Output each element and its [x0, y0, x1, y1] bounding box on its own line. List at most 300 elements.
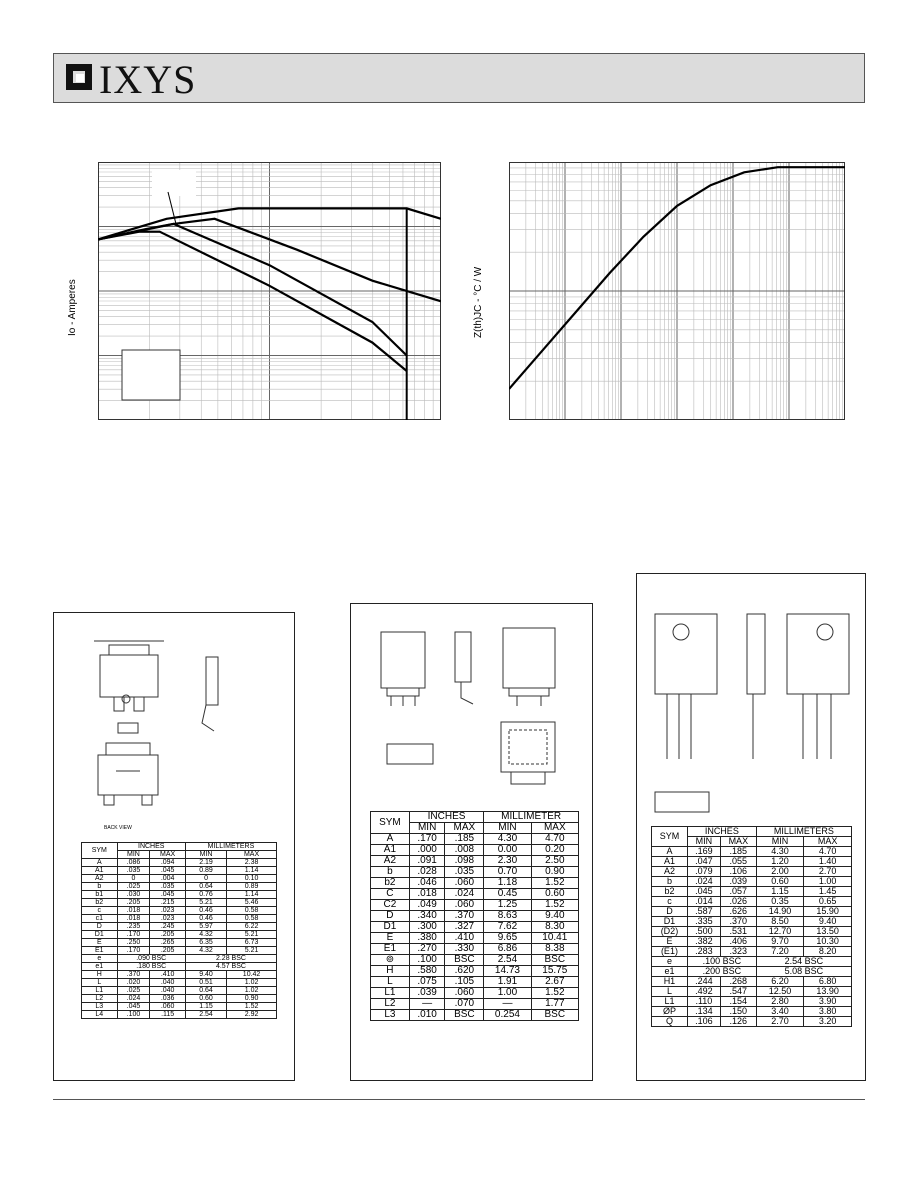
- table-cell: H: [371, 966, 410, 977]
- legend-box: [122, 350, 180, 400]
- table-cell: .492: [687, 987, 720, 997]
- table-cell: 6.20: [756, 977, 804, 987]
- table-row: [371, 966, 579, 977]
- table-cell: .268: [720, 977, 756, 987]
- table-cell: .500: [687, 927, 720, 937]
- table-cell: .100 BSC: [687, 957, 756, 967]
- table-cell: C: [371, 889, 410, 900]
- table-cell: 1.77: [531, 999, 578, 1010]
- inches-header: INCHES: [687, 827, 756, 837]
- table-row: [371, 944, 579, 955]
- table-cell: 2.70: [804, 867, 852, 877]
- subheader: MIN: [185, 851, 226, 859]
- table-cell: .170: [117, 931, 150, 939]
- table-cell: L3: [82, 1003, 118, 1011]
- footer-rule: [53, 1099, 865, 1100]
- table-cell: 1.40: [804, 857, 852, 867]
- current-derating-chart: [98, 162, 441, 420]
- table-cell: .380: [409, 933, 445, 944]
- table-cell: A1: [652, 857, 688, 867]
- table-cell: .106: [720, 867, 756, 877]
- table-cell: 2.80: [756, 997, 804, 1007]
- table-cell: A2: [652, 867, 688, 877]
- table-cell: .023: [150, 915, 186, 923]
- table-row: [82, 1011, 277, 1019]
- table-cell: L2: [82, 995, 118, 1003]
- table-cell: .406: [720, 937, 756, 947]
- table-cell: .020: [117, 979, 150, 987]
- table-cell: 0.51: [185, 979, 226, 987]
- table-cell: .382: [687, 937, 720, 947]
- table-row: [82, 883, 277, 891]
- table-cell: .235: [117, 923, 150, 931]
- table-cell: .090 BSC: [117, 955, 185, 963]
- table-row: [652, 957, 852, 967]
- table-cell: .410: [150, 971, 186, 979]
- table-row: [652, 947, 852, 957]
- table-cell: 0.46: [185, 915, 226, 923]
- table-cell: .057: [720, 887, 756, 897]
- table-row: [652, 857, 852, 867]
- table-cell: ⊚: [371, 955, 410, 966]
- package-b-drawing: [351, 604, 591, 804]
- table-cell: 6.35: [185, 939, 226, 947]
- logo-text: IXYS: [99, 57, 197, 102]
- table-cell: 7.20: [756, 947, 804, 957]
- table-cell: .531: [720, 927, 756, 937]
- table-cell: H1: [652, 977, 688, 987]
- table-cell: e: [82, 955, 118, 963]
- table-cell: .620: [445, 966, 484, 977]
- table-cell: 2.38: [227, 859, 277, 867]
- table-cell: 1.00: [484, 988, 531, 999]
- table-cell: .330: [445, 944, 484, 955]
- table-cell: D: [652, 907, 688, 917]
- table-cell: .024: [445, 889, 484, 900]
- table-cell: 8.63: [484, 911, 531, 922]
- table-cell: A1: [82, 867, 118, 875]
- table-cell: 0.00: [484, 845, 531, 856]
- table-cell: .070: [445, 999, 484, 1010]
- table-cell: .026: [720, 897, 756, 907]
- table-cell: 4.70: [531, 834, 578, 845]
- table-cell: 3.20: [804, 1017, 852, 1027]
- table-row: [82, 1003, 277, 1011]
- table-row: [371, 856, 579, 867]
- subheader: MAX: [804, 837, 852, 847]
- table-cell: 4.57 BSC: [185, 963, 276, 971]
- table-cell: 4.32: [185, 947, 226, 955]
- table-row: [82, 963, 277, 971]
- table-cell: 0.89: [185, 867, 226, 875]
- table-cell: 6.86: [484, 944, 531, 955]
- table-row: [82, 867, 277, 875]
- table-cell: .023: [150, 907, 186, 915]
- table-cell: A: [371, 834, 410, 845]
- table-cell: .106: [687, 1017, 720, 1027]
- table-cell: .270: [409, 944, 445, 955]
- mm-header: MILLIMETER: [484, 812, 579, 823]
- table-row: [82, 907, 277, 915]
- sym-header: SYM: [371, 812, 410, 834]
- inches-header: INCHES: [117, 843, 185, 851]
- table-cell: 0.89: [227, 883, 277, 891]
- table-cell: Q: [652, 1017, 688, 1027]
- back-view-label: BACK VIEW: [104, 825, 132, 831]
- table-cell: .134: [687, 1007, 720, 1017]
- table-cell: 1.52: [531, 878, 578, 889]
- table-row: [82, 939, 277, 947]
- table-cell: .215: [150, 899, 186, 907]
- table-cell: (D2): [652, 927, 688, 937]
- table-row: [652, 977, 852, 987]
- table-cell: 5.08 BSC: [756, 967, 851, 977]
- table-cell: .580: [409, 966, 445, 977]
- table-cell: 0.90: [531, 867, 578, 878]
- table-cell: 1.91: [484, 977, 531, 988]
- table-cell: BSC: [531, 955, 578, 966]
- table-cell: .036: [150, 995, 186, 1003]
- table-cell: 0: [117, 875, 150, 883]
- table-row: [82, 859, 277, 867]
- table-row: [82, 931, 277, 939]
- table-cell: L2: [371, 999, 410, 1010]
- table-cell: c: [652, 897, 688, 907]
- table-row: [82, 915, 277, 923]
- table-cell: .060: [150, 1003, 186, 1011]
- table-row: [652, 987, 852, 997]
- table-cell: .115: [150, 1011, 186, 1019]
- table-row: [371, 999, 579, 1010]
- table-row: [652, 967, 852, 977]
- table-cell: 0.46: [185, 907, 226, 915]
- table-cell: .370: [720, 917, 756, 927]
- table-cell: BSC: [531, 1010, 578, 1021]
- table-cell: .024: [117, 995, 150, 1003]
- package-c-drawing: [637, 574, 865, 824]
- table-cell: .154: [720, 997, 756, 1007]
- table-cell: b: [371, 867, 410, 878]
- table-cell: b2: [82, 899, 118, 907]
- table-cell: .244: [687, 977, 720, 987]
- table-cell: 1.25: [484, 900, 531, 911]
- table-cell: 2.30: [484, 856, 531, 867]
- table-cell: 3.90: [804, 997, 852, 1007]
- subheader: MIN: [117, 851, 150, 859]
- table-row: [371, 834, 579, 845]
- table-cell: .200 BSC: [687, 967, 756, 977]
- table-cell: 2.70: [756, 1017, 804, 1027]
- table-cell: .126: [720, 1017, 756, 1027]
- table-cell: .587: [687, 907, 720, 917]
- table-cell: L1: [652, 997, 688, 1007]
- table-cell: .091: [409, 856, 445, 867]
- subheader: MAX: [445, 823, 484, 834]
- table-cell: b: [82, 883, 118, 891]
- table-cell: 0.60: [185, 995, 226, 1003]
- subheader: MAX: [150, 851, 186, 859]
- table-cell: .018: [409, 889, 445, 900]
- table-cell: .030: [117, 891, 150, 899]
- table-cell: 1.02: [227, 987, 277, 995]
- table-cell: .265: [150, 939, 186, 947]
- subheader: MIN: [409, 823, 445, 834]
- table-cell: 2.28 BSC: [185, 955, 276, 963]
- table-cell: 4.30: [484, 834, 531, 845]
- table-cell: .170: [117, 947, 150, 955]
- table-cell: .075: [409, 977, 445, 988]
- inches-header: INCHES: [409, 812, 483, 823]
- table-cell: b: [652, 877, 688, 887]
- table-cell: .035: [117, 867, 150, 875]
- table-cell: .060: [445, 900, 484, 911]
- table-row: [82, 891, 277, 899]
- table-cell: 5.97: [185, 923, 226, 931]
- table-row: [652, 997, 852, 1007]
- table-cell: 10.30: [804, 937, 852, 947]
- table-cell: .039: [409, 988, 445, 999]
- table-cell: e: [652, 957, 688, 967]
- table-cell: .039: [720, 877, 756, 887]
- table-cell: 0: [185, 875, 226, 883]
- table-cell: 5.21: [185, 899, 226, 907]
- table-row: [371, 900, 579, 911]
- table-cell: 10.42: [227, 971, 277, 979]
- table-cell: .028: [409, 867, 445, 878]
- table-cell: .300: [409, 922, 445, 933]
- table-cell: D1: [82, 931, 118, 939]
- table-cell: .547: [720, 987, 756, 997]
- table-cell: .018: [117, 915, 150, 923]
- table-cell: L1: [371, 988, 410, 999]
- table-cell: .283: [687, 947, 720, 957]
- table-cell: b1: [82, 891, 118, 899]
- table-cell: .205: [150, 947, 186, 955]
- table-cell: 2.00: [756, 867, 804, 877]
- table-row: [652, 907, 852, 917]
- table-cell: 2.19: [185, 859, 226, 867]
- table-cell: E: [652, 937, 688, 947]
- subheader: MAX: [720, 837, 756, 847]
- table-cell: 9.40: [804, 917, 852, 927]
- table-cell: 0.10: [227, 875, 277, 883]
- package-a-dimension-table: [81, 842, 277, 1019]
- table-cell: .025: [117, 883, 150, 891]
- table-cell: 0.70: [484, 867, 531, 878]
- table-cell: L: [82, 979, 118, 987]
- thermal-impedance-chart: [509, 162, 845, 420]
- table-cell: .185: [720, 847, 756, 857]
- package-c-dimension-table: [651, 826, 852, 1027]
- sym-header: SYM: [652, 827, 688, 847]
- table-cell: 1.15: [185, 1003, 226, 1011]
- table-cell: 1.52: [531, 900, 578, 911]
- table-cell: .340: [409, 911, 445, 922]
- table-row: [371, 1010, 579, 1021]
- annotation-area: [152, 170, 196, 196]
- table-cell: 12.70: [756, 927, 804, 937]
- table-cell: 0.64: [185, 987, 226, 995]
- table-cell: .035: [445, 867, 484, 878]
- table-row: [82, 955, 277, 963]
- table-cell: .370: [117, 971, 150, 979]
- table-row: [371, 878, 579, 889]
- table-cell: BSC: [445, 1010, 484, 1021]
- table-cell: c: [82, 907, 118, 915]
- table-cell: 0.65: [804, 897, 852, 907]
- table-cell: b2: [371, 878, 410, 889]
- table-cell: .169: [687, 847, 720, 857]
- table-cell: L: [371, 977, 410, 988]
- table-cell: L: [652, 987, 688, 997]
- table-row: [82, 987, 277, 995]
- table-cell: L3: [371, 1010, 410, 1021]
- table-cell: 5.21: [227, 931, 277, 939]
- table-cell: .049: [409, 900, 445, 911]
- package-c-panel: [636, 573, 866, 1081]
- table-cell: 13.90: [804, 987, 852, 997]
- table-row: [82, 947, 277, 955]
- table-cell: 13.50: [804, 927, 852, 937]
- table-cell: .040: [150, 987, 186, 995]
- table-cell: .047: [687, 857, 720, 867]
- table-cell: 5.46: [227, 899, 277, 907]
- table-cell: .323: [720, 947, 756, 957]
- table-cell: E1: [82, 947, 118, 955]
- table-cell: .170: [409, 834, 445, 845]
- table-cell: H: [82, 971, 118, 979]
- table-cell: .025: [117, 987, 150, 995]
- table-cell: 15.90: [804, 907, 852, 917]
- header-bar: [53, 53, 865, 103]
- table-cell: .024: [687, 877, 720, 887]
- table-cell: 2.67: [531, 977, 578, 988]
- table-cell: 0.20: [531, 845, 578, 856]
- table-cell: 4.70: [804, 847, 852, 857]
- table-cell: e1: [652, 967, 688, 977]
- subheader: MAX: [531, 823, 578, 834]
- sym-header: SYM: [82, 843, 118, 859]
- table-cell: .245: [150, 923, 186, 931]
- table-row: [652, 927, 852, 937]
- table-row: [652, 937, 852, 947]
- table-cell: .035: [150, 883, 186, 891]
- table-row: [371, 911, 579, 922]
- table-cell: 14.90: [756, 907, 804, 917]
- table-cell: 1.52: [227, 1003, 277, 1011]
- table-cell: .045: [150, 867, 186, 875]
- table-cell: ØP: [652, 1007, 688, 1017]
- table-cell: .110: [687, 997, 720, 1007]
- table-row: [652, 1007, 852, 1017]
- table-cell: .014: [687, 897, 720, 907]
- table-cell: 2.54: [185, 1011, 226, 1019]
- table-cell: E: [371, 933, 410, 944]
- table-cell: A1: [371, 845, 410, 856]
- table-cell: 8.38: [531, 944, 578, 955]
- table-cell: A2: [82, 875, 118, 883]
- package-b-dimension-table: [370, 811, 579, 1021]
- table-cell: .004: [150, 875, 186, 883]
- table-cell: 1.14: [227, 867, 277, 875]
- table-cell: 0.60: [531, 889, 578, 900]
- table-cell: c1: [82, 915, 118, 923]
- left-chart-ylabel: Io - Amperes: [67, 279, 78, 336]
- table-cell: L1: [82, 987, 118, 995]
- table-cell: .327: [445, 922, 484, 933]
- package-b-panel: [350, 603, 593, 1081]
- table-cell: .060: [445, 988, 484, 999]
- table-cell: 12.50: [756, 987, 804, 997]
- table-row: [371, 933, 579, 944]
- table-cell: .010: [409, 1010, 445, 1021]
- table-cell: b2: [652, 887, 688, 897]
- subheader: MIN: [484, 823, 531, 834]
- table-row: [371, 889, 579, 900]
- table-cell: .100: [409, 955, 445, 966]
- table-row: [82, 995, 277, 1003]
- table-cell: BSC: [445, 955, 484, 966]
- table-cell: 3.80: [804, 1007, 852, 1017]
- table-cell: .100: [117, 1011, 150, 1019]
- table-cell: 0.64: [185, 883, 226, 891]
- table-cell: E: [82, 939, 118, 947]
- table-cell: .055: [720, 857, 756, 867]
- table-row: [371, 988, 579, 999]
- table-cell: 5.21: [227, 947, 277, 955]
- table-row: [371, 922, 579, 933]
- table-row: [82, 875, 277, 883]
- table-cell: 1.20: [756, 857, 804, 867]
- package-a-drawing: [54, 613, 294, 833]
- table-cell: 1.18: [484, 878, 531, 889]
- table-cell: D1: [371, 922, 410, 933]
- table-row: [652, 867, 852, 877]
- table-cell: L4: [82, 1011, 118, 1019]
- table-cell: E1: [371, 944, 410, 955]
- table-cell: e1: [82, 963, 118, 971]
- table-cell: .094: [150, 859, 186, 867]
- table-cell: 15.75: [531, 966, 578, 977]
- table-row: [652, 887, 852, 897]
- table-cell: .045: [117, 1003, 150, 1011]
- table-cell: 7.62: [484, 922, 531, 933]
- table-cell: 4.30: [756, 847, 804, 857]
- table-cell: .205: [117, 899, 150, 907]
- subheader: MAX: [227, 851, 277, 859]
- table-cell: 0.60: [756, 877, 804, 887]
- table-cell: .410: [445, 933, 484, 944]
- table-cell: .626: [720, 907, 756, 917]
- table-cell: 1.45: [804, 887, 852, 897]
- ixys-logo-icon: [66, 64, 92, 90]
- table-cell: D: [371, 911, 410, 922]
- table-row: [82, 899, 277, 907]
- chart-grid: [509, 162, 845, 420]
- table-cell: 6.80: [804, 977, 852, 987]
- table-cell: 8.20: [804, 947, 852, 957]
- table-row: [82, 923, 277, 931]
- table-cell: 8.30: [531, 922, 578, 933]
- table-cell: 9.40: [531, 911, 578, 922]
- table-cell: .180 BSC: [117, 963, 185, 971]
- table-cell: 2.54 BSC: [756, 957, 851, 967]
- table-cell: 3.40: [756, 1007, 804, 1017]
- mm-header: MILLIMETERS: [756, 827, 851, 837]
- table-cell: (E1): [652, 947, 688, 957]
- table-cell: 0.254: [484, 1010, 531, 1021]
- table-cell: .040: [150, 979, 186, 987]
